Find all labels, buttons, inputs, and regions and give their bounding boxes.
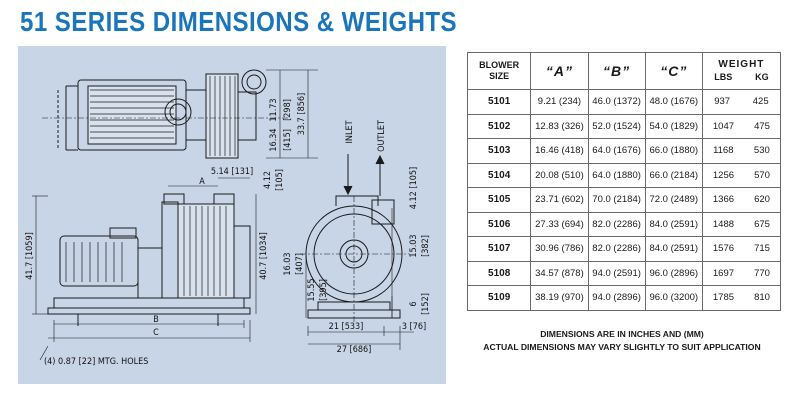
dim-412b-label: 4.12 [105] [409,166,419,210]
cell-c: 66.0 (2184) [645,163,702,188]
table-row [468,188,781,213]
cell-a: 23.71 (602) [531,188,588,213]
cell-a: 27.33 (694) [531,212,588,237]
top-view [42,70,288,158]
cell-weight [702,286,780,311]
cell-c: 48.0 (1676) [645,90,702,115]
cell-a: 9.21 (234) [531,90,588,115]
cell-weight [702,163,780,188]
cell-kg: 810 [754,292,770,304]
cell-lbs: 1168 [713,145,734,157]
cell-b: 46.0 (1372) [588,90,645,115]
cell-kg: 620 [754,194,770,206]
cell-c: 96.0 (3200) [645,286,702,311]
cell-weight [702,212,780,237]
cell-size: 5107 [468,237,531,262]
cell-size: 5104 [468,163,531,188]
table-row [468,261,781,286]
table-row [468,286,781,311]
dim-337-label: 33.7 [856] [297,92,307,136]
cell-kg: 530 [753,145,770,157]
cell-size: 5108 [468,261,531,286]
dim-a-label: A [199,177,205,187]
cell-b: 82.0 (2286) [588,237,645,262]
note-units: DIMENSIONS ARE IN INCHES AND (MM) [540,329,704,339]
cell-lbs: 1697 [712,267,735,279]
dim-1555-label: 15.55 [307,278,317,302]
cell-a: 30.96 (786) [531,237,588,262]
cell-lbs: 1366 [712,194,735,206]
dim-415-label: [415] [283,129,293,151]
dim-152-label: [152] [421,293,431,315]
dim-382-label: [382] [421,235,431,257]
dim-514-label: 5.14 [131] [210,167,254,177]
table-row [468,163,781,188]
cell-c: 84.0 (2591) [645,212,702,237]
dim-407-label: 40.7 [1034] [259,232,269,280]
cell-a: 16.46 (418) [531,139,588,164]
cell-size: 5105 [468,188,531,213]
dim-21-label: 21 [533] [328,322,364,332]
cell-b: 52.0 (1524) [588,114,645,139]
front-view [48,194,250,326]
dim-407b-label: [407] [295,253,305,275]
cell-weight [702,188,780,213]
cell-weight [702,90,780,115]
cell-size: 5106 [468,212,531,237]
cell-lbs: 1488 [712,218,735,230]
dim-105a-label: [105] [275,169,285,191]
dim-1634-label: 16.34 [269,128,279,152]
cell-size: 5109 [468,286,531,311]
cell-a: 20.08 (510) [531,163,588,188]
cell-kg: 475 [754,120,770,132]
cell-lbs: 937 [714,96,731,108]
header-blower-size: BLOWER SIZE [468,53,531,90]
notes [455,328,789,354]
table-row [468,90,781,115]
header-c: “C” [645,53,702,90]
header-a: “A” [531,53,588,90]
cell-kg: 715 [754,243,770,255]
table-row [468,237,781,262]
page-title: 51 SERIES DIMENSIONS & WEIGHTS [20,6,458,37]
dim-298-label: [298] [283,99,293,121]
dim-c-label: C [153,328,159,338]
cell-c: 72.0 (2489) [645,188,702,213]
cell-weight [702,139,780,164]
cell-lbs: 1785 [712,292,735,304]
header-weight: WEIGHT LBS KG [702,53,780,90]
dim-1173-label: 11.73 [269,98,279,122]
cell-b: 94.0 (2591) [588,261,645,286]
cell-size: 5101 [468,90,531,115]
cell-lbs: 1256 [712,169,735,181]
cell-c: 66.0 (1880) [645,139,702,164]
outlet-label: OUTLET [377,120,387,152]
cell-lbs: 1047 [712,120,735,132]
header-lbs: LBS [714,72,733,82]
cell-c: 96.0 (2896) [645,261,702,286]
cell-b: 70.0 (2184) [588,188,645,213]
cell-b: 94.0 (2896) [588,286,645,311]
cell-lbs: 1576 [712,243,735,255]
cell-weight [702,261,780,286]
table-row [468,212,781,237]
cell-kg: 770 [754,267,770,279]
cell-weight [702,114,780,139]
dim-b-label: B [153,315,159,325]
side-view [300,196,410,322]
dim-3-label: 3 [76] [401,322,427,332]
header-kg: KG [755,72,769,82]
table-row [468,114,781,139]
cell-weight [702,237,780,262]
cell-size: 5103 [468,139,531,164]
dim-27-label: 27 [686] [336,345,372,355]
cell-size: 5102 [468,114,531,139]
cell-b: 82.0 (2286) [588,212,645,237]
cell-c: 84.0 (2591) [645,237,702,262]
dim-1503-label: 15.03 [409,234,419,258]
cell-a: 12.83 (326) [531,114,588,139]
cell-kg: 425 [752,96,769,108]
cell-b: 64.0 (1676) [588,139,645,164]
dim-1603-label: 16.03 [283,252,293,276]
dim-412a-label: 4.12 [263,170,273,190]
dimensions-table [467,52,781,311]
dim-395-label: [395] [319,279,329,301]
note-variance: ACTUAL DIMENSIONS MAY VARY SLIGHTLY TO SUIT APPLICATION [483,342,761,352]
cell-kg: 570 [754,169,770,181]
dim-6-label: 6 [409,301,419,307]
cell-kg: 675 [754,218,770,230]
mounting-holes-label: (4) 0.87 [22] MTG. HOLES [44,357,149,367]
cell-a: 34.57 (878) [531,261,588,286]
inlet-label: INLET [345,120,355,144]
header-b: “B” [588,53,645,90]
cell-c: 54.0 (1829) [645,114,702,139]
cell-b: 64.0 (1880) [588,163,645,188]
dimension-drawing [18,46,446,384]
cell-a: 38.19 (970) [531,286,588,311]
dim-417-label: 41.7 [1059] [25,232,35,280]
table-row [468,139,781,164]
